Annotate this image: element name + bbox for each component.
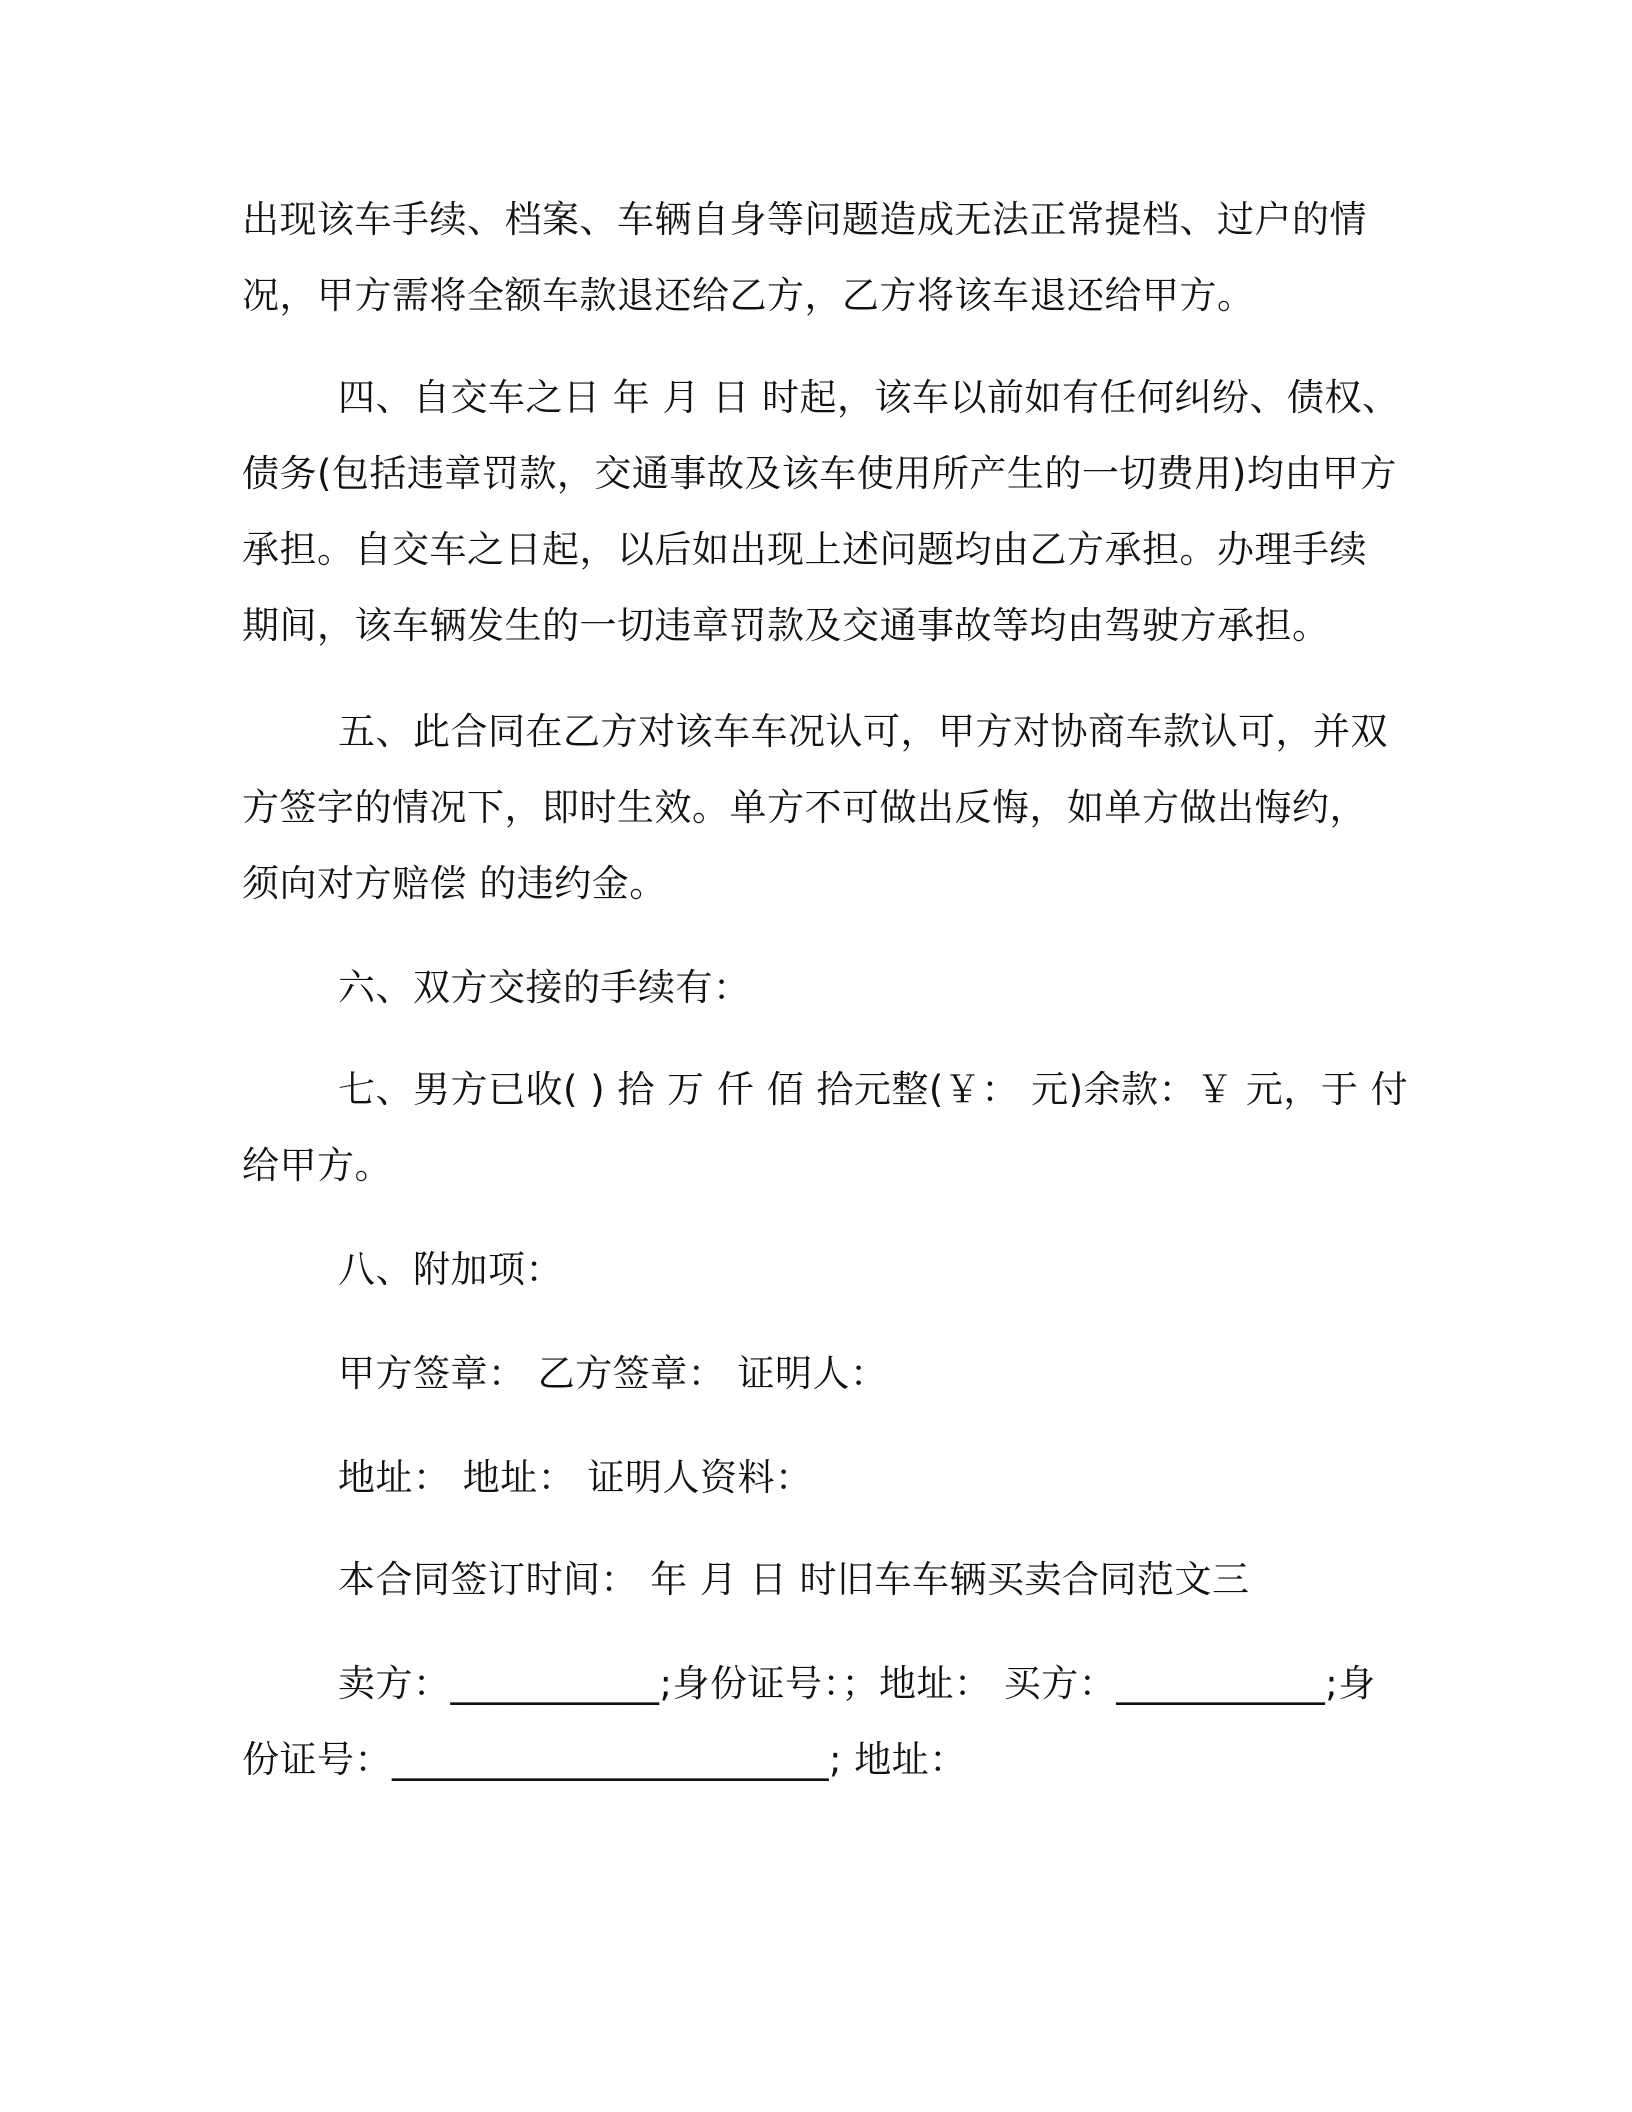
clause-seven-line: 七、男方已收( ) 拾 万 仟 佰 拾元整(￥： 元)余款：￥ 元，于 付 — [338, 1068, 1409, 1111]
signature-line: 甲方签章： 乙方签章： 证明人： — [338, 1352, 888, 1395]
paragraph-line: 承担。自交车之日起，以后如出现上述问题均由乙方承担。办理手续 — [242, 528, 1367, 571]
clause-eight-line: 八、附加项： — [338, 1248, 563, 1291]
paragraph-line: 份证号：_______________________; 地址： — [242, 1738, 967, 1781]
paragraph-line: 出现该车手续、档案、车辆自身等问题造成无法正常提档、过户的情 — [242, 198, 1367, 241]
paragraph-line: 给甲方。 — [242, 1144, 392, 1187]
seller-buyer-line: 卖方：___________;身份证号：；地址： 买方：___________;身 — [338, 1662, 1376, 1705]
paragraph-line: 方签字的情况下，即时生效。单方不可做出反悔，如单方做出悔约， — [242, 786, 1367, 829]
clause-four-line: 四、自交车之日 年 月 日 时起，该车以前如有任何纠纷、债权、 — [338, 376, 1400, 419]
address-line: 地址： 地址： 证明人资料： — [338, 1456, 813, 1499]
paragraph-line: 须向对方赔偿 的违约金。 — [242, 862, 667, 905]
clause-five-line: 五、此合同在乙方对该车车况认可，甲方对协商车款认可，并双 — [338, 710, 1388, 753]
paragraph-line: 期间，该车辆发生的一切违章罚款及交通事故等均由驾驶方承担。 — [242, 604, 1330, 647]
clause-six-line: 六、双方交接的手续有： — [338, 966, 751, 1009]
paragraph-line: 债务(包括违章罚款，交通事故及该车使用所产生的一切费用)均由甲方 — [242, 452, 1397, 495]
signing-time-line: 本合同签订时间： 年 月 日 时旧车车辆买卖合同范文三 — [338, 1558, 1250, 1601]
paragraph-line: 况，甲方需将全额车款退还给乙方，乙方将该车退还给甲方。 — [242, 274, 1255, 317]
